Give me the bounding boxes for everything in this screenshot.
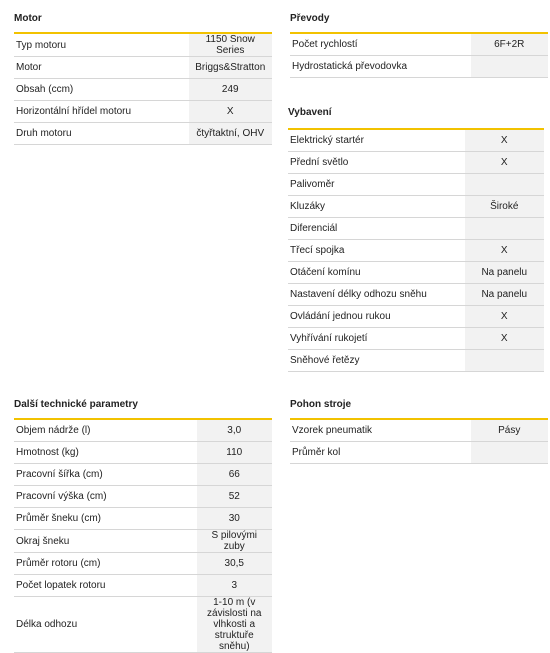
row-label: Délka odhozu — [14, 597, 196, 653]
row-value: 3 — [196, 575, 272, 597]
table-dalsi-parametry — [14, 420, 272, 653]
row-label: Vyhřívání rukojetí — [288, 328, 464, 350]
table-row — [14, 575, 272, 597]
section-title-pohon: Pohon stroje — [290, 398, 548, 420]
row-value: Briggs&Stratton — [188, 57, 272, 79]
table-row — [14, 442, 272, 464]
table-row — [14, 464, 272, 486]
row-label: Okraj šneku — [14, 530, 196, 553]
row-value: X — [188, 101, 272, 123]
row-value — [470, 56, 548, 78]
section-title-vybaveni: Vybavení — [288, 106, 544, 130]
row-value: Na panelu — [464, 262, 544, 284]
table-row — [14, 420, 272, 442]
row-value: X — [464, 328, 544, 350]
section-motor — [14, 12, 272, 145]
table-row — [290, 442, 548, 464]
table-row — [288, 306, 544, 328]
table-row — [290, 34, 548, 56]
row-value: Široké — [464, 196, 544, 218]
row-value: 30,5 — [196, 553, 272, 575]
section-pohon — [290, 398, 548, 464]
table-motor — [14, 34, 272, 145]
row-value: 6F+2R — [470, 34, 548, 56]
row-label: Průměr rotoru (cm) — [14, 553, 196, 575]
row-label: Pracovní šířka (cm) — [14, 464, 196, 486]
row-label: Hmotnost (kg) — [14, 442, 196, 464]
section-title-prevody: Převody — [290, 12, 548, 34]
table-row — [288, 350, 544, 372]
row-value: 1150 Snow Series — [188, 34, 272, 57]
row-value: Pásy — [470, 420, 548, 442]
row-value — [464, 350, 544, 372]
row-label: Průměr šneku (cm) — [14, 508, 196, 530]
row-label: Třecí spojka — [288, 240, 464, 262]
row-value: 30 — [196, 508, 272, 530]
row-label: Diferenciál — [288, 218, 464, 240]
row-value: S pilovými zuby — [196, 530, 272, 553]
table-row — [14, 101, 272, 123]
row-label: Počet lopatek rotoru — [14, 575, 196, 597]
row-label: Kluzáky — [288, 196, 464, 218]
row-label: Nastavení délky odhozu sněhu — [288, 284, 464, 306]
table-row — [14, 597, 272, 653]
table-row — [14, 553, 272, 575]
table-row — [288, 284, 544, 306]
row-label: Elektrický startér — [288, 130, 464, 152]
table-row — [288, 130, 544, 152]
row-label: Hydrostatická převodovka — [290, 56, 470, 78]
section-title-dalsi-parametry: Další technické parametry — [14, 398, 272, 420]
row-label: Počet rychlostí — [290, 34, 470, 56]
table-row — [14, 34, 272, 57]
row-value: X — [464, 130, 544, 152]
row-label: Vzorek pneumatik — [290, 420, 470, 442]
table-row — [14, 57, 272, 79]
table-row — [288, 240, 544, 262]
row-label: Typ motoru — [14, 34, 188, 57]
row-value: 249 — [188, 79, 272, 101]
row-value — [464, 174, 544, 196]
row-value: 3,0 — [196, 420, 272, 442]
row-value: X — [464, 240, 544, 262]
section-prevody — [290, 12, 548, 78]
row-label: Sněhové řetězy — [288, 350, 464, 372]
table-row — [288, 196, 544, 218]
table-row — [14, 530, 272, 553]
row-label: Druh motoru — [14, 123, 188, 145]
row-label: Motor — [14, 57, 188, 79]
table-row — [14, 123, 272, 145]
row-label: Pracovní výška (cm) — [14, 486, 196, 508]
row-value: 66 — [196, 464, 272, 486]
table-row — [288, 328, 544, 350]
table-row — [288, 218, 544, 240]
row-label: Ovládání jednou rukou — [288, 306, 464, 328]
table-row — [288, 174, 544, 196]
table-row — [288, 262, 544, 284]
section-dalsi-parametry — [14, 398, 272, 653]
table-prevody — [290, 34, 548, 78]
row-value — [464, 218, 544, 240]
row-label: Obsah (ccm) — [14, 79, 188, 101]
row-label: Objem nádrže (l) — [14, 420, 196, 442]
table-row — [290, 56, 548, 78]
table-row — [14, 508, 272, 530]
section-title-motor: Motor — [14, 12, 272, 34]
row-label: Přední světlo — [288, 152, 464, 174]
row-value: 110 — [196, 442, 272, 464]
table-pohon — [290, 420, 548, 464]
table-row — [288, 152, 544, 174]
table-vybaveni — [288, 130, 544, 372]
section-vybaveni — [288, 106, 544, 372]
row-value: čtyřtaktní, OHV — [188, 123, 272, 145]
row-value: X — [464, 152, 544, 174]
row-value: 52 — [196, 486, 272, 508]
row-value: Na panelu — [464, 284, 544, 306]
row-label: Otáčení komínu — [288, 262, 464, 284]
row-value: 1-10 m (v závislosti na vlhkosti a struktuře sněhu) — [196, 597, 272, 653]
row-label: Horizontální hřídel motoru — [14, 101, 188, 123]
row-value: X — [464, 306, 544, 328]
table-row — [14, 79, 272, 101]
table-row — [14, 486, 272, 508]
row-value — [470, 442, 548, 464]
table-row — [290, 420, 548, 442]
row-label: Palivoměr — [288, 174, 464, 196]
row-label: Průměr kol — [290, 442, 470, 464]
